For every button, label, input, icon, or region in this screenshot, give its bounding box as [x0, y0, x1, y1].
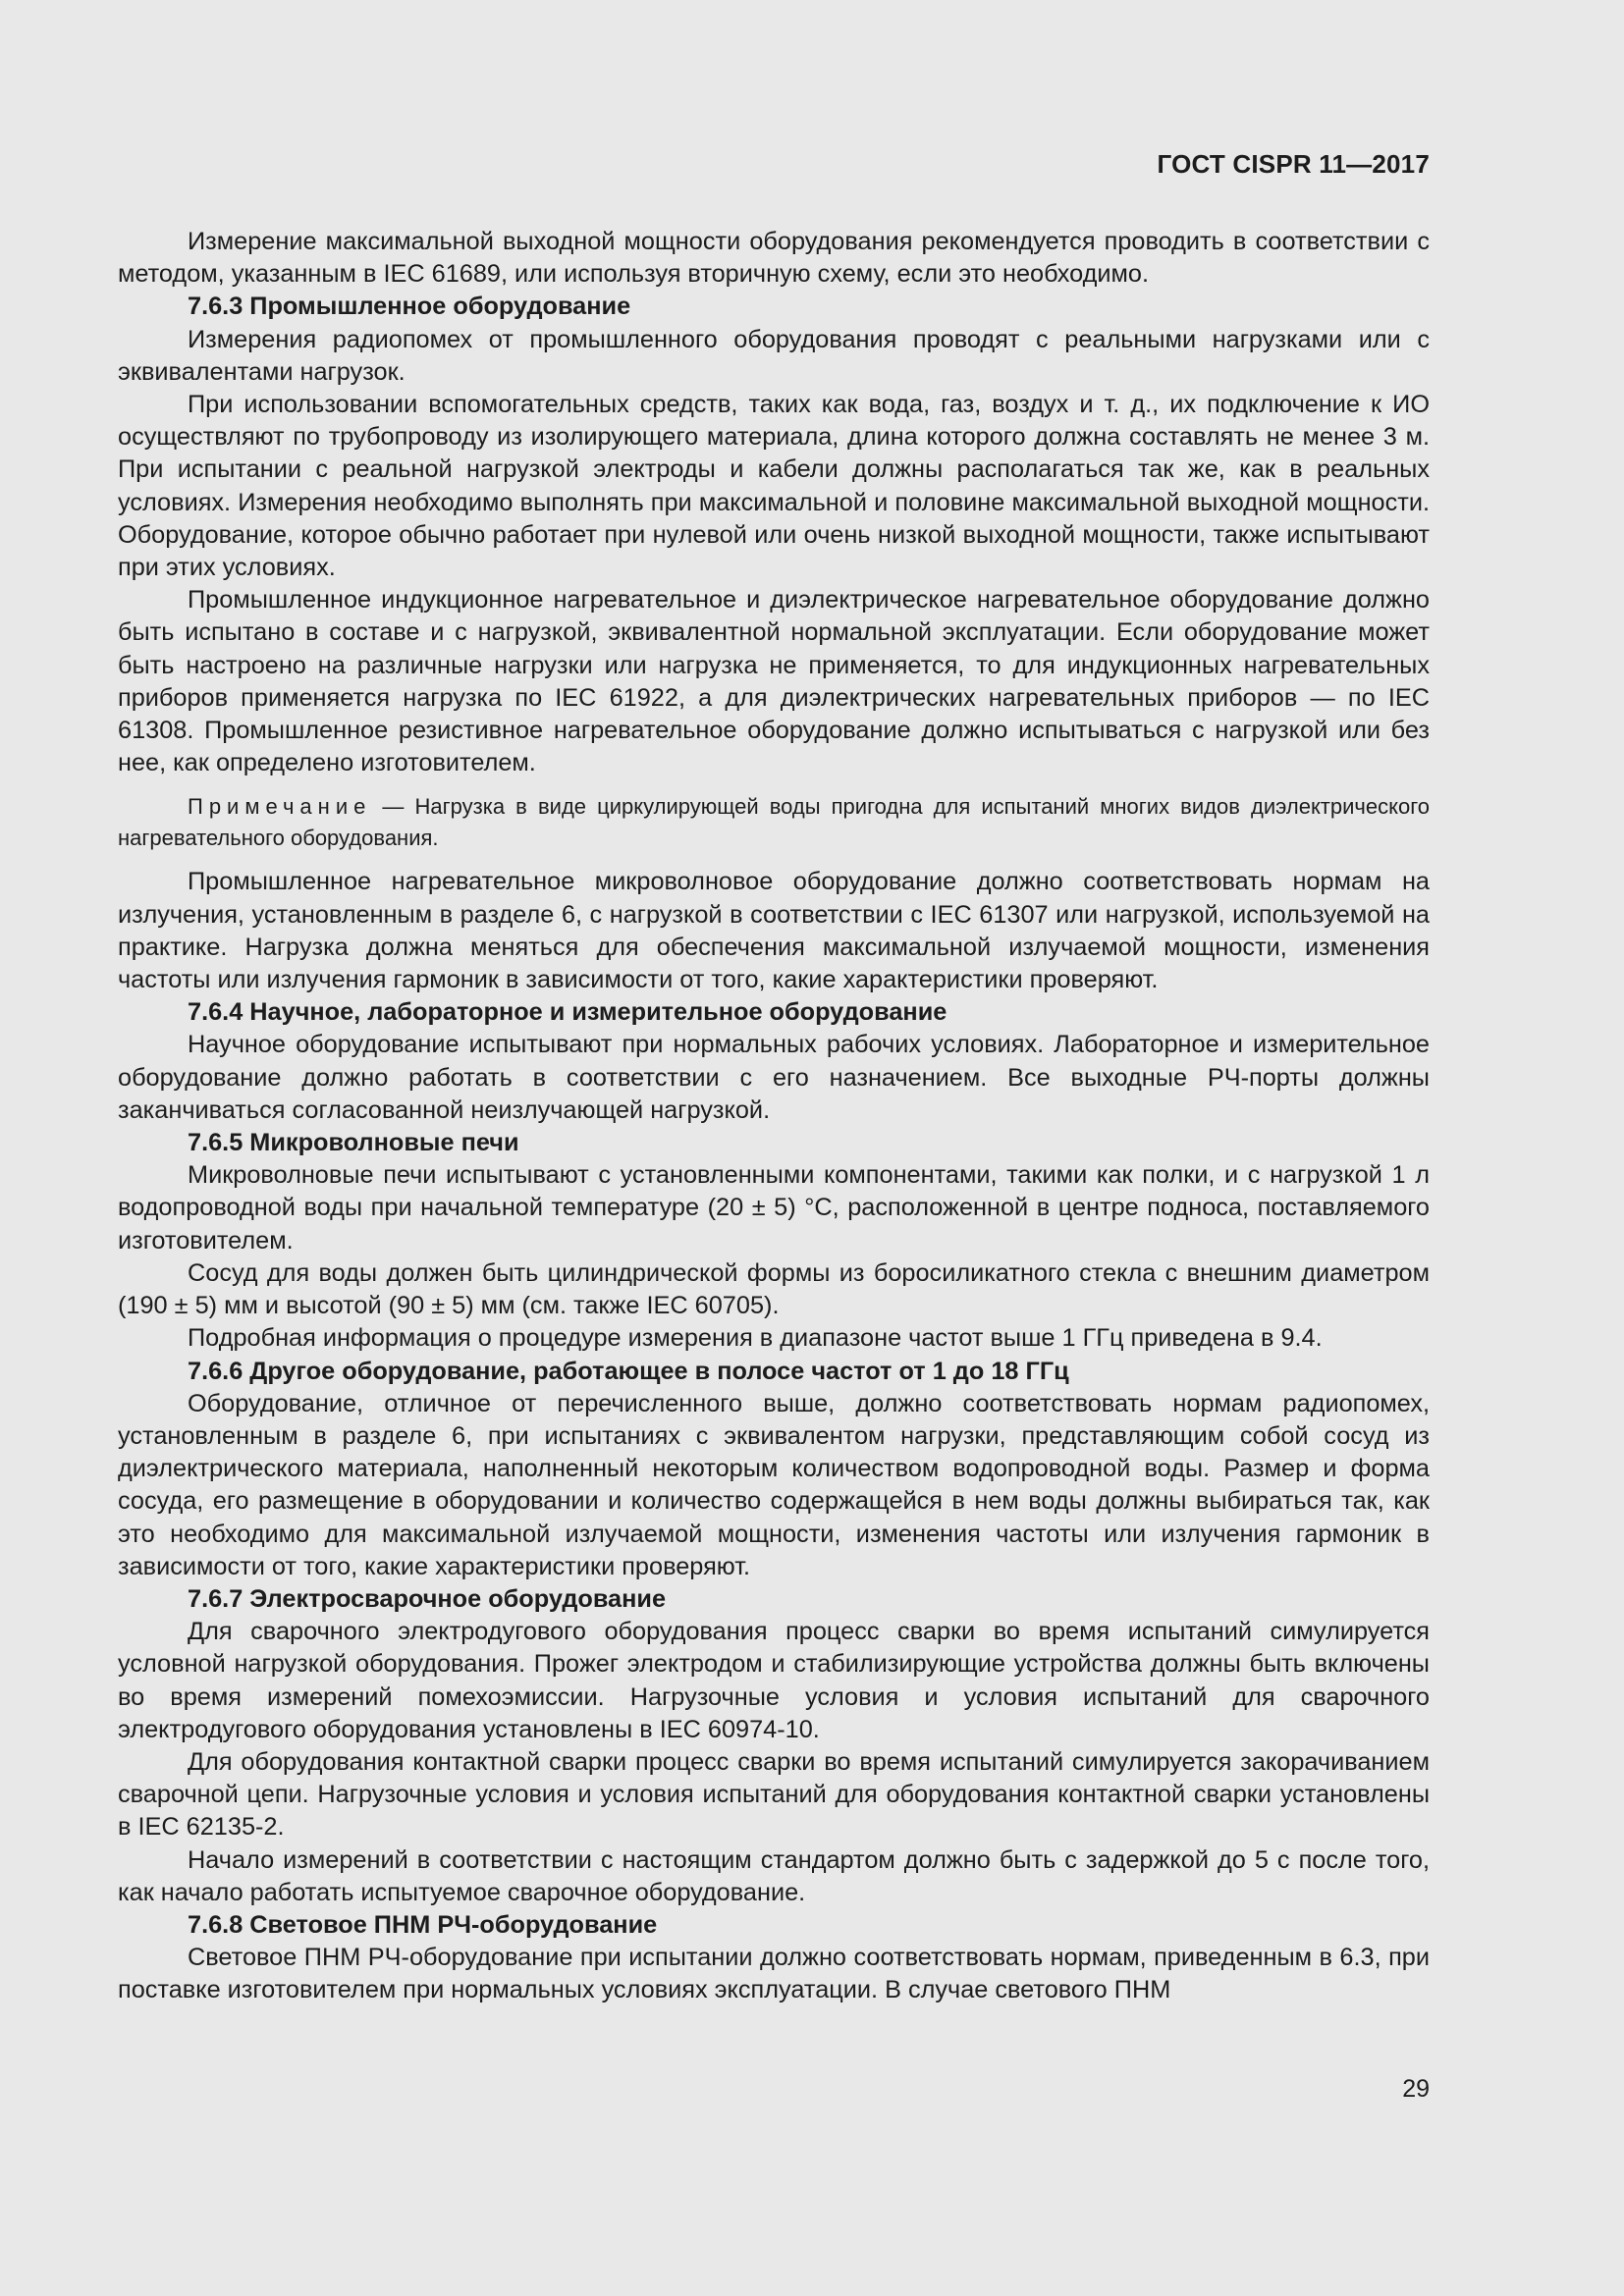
paragraph: Промышленное индукционное нагревательное и диэлектрическое нагревательное оборудование должно быть испытано в составе и с нагрузкой, эквивалентной нормальной эксплуатации. Если оборудование может быть настроено на различные нагрузки или нагрузка не применяется, то для индукционных нагревательных приборов применяется нагрузка по IEC 61922, а для диэлектрических нагревательных приборов — по IEC 61308. Промышленное резистивное нагревательное оборудование должно испытываться с нагрузкой или без нее, как определено изготовителем.	[118, 586, 1430, 777]
paragraph: Научное оборудование испытывают при нормальных рабочих условиях. Лабораторное и измерительное оборудование должно работать в соответствии с его назначением. Все выходные РЧ-порты должны заканчиваться согласованной неизлучающей нагрузкой.	[118, 1031, 1430, 1124]
paragraph: Для сварочного электродугового оборудования процесс сварки во время испытаний симулируется условной нагрузкой оборудования. Прожег электродом и стабилизирующие устройства должны быть включены во время измерений помехоэмиссии. Нагрузочные условия и условия испытаний для сварочного электродугового оборудования установлены в IEC 60974-10.	[118, 1618, 1430, 1743]
section-heading-7-6-8: 7.6.8 Световое ПНМ РЧ-оборудование	[188, 1910, 658, 1939]
page-number: 29	[1402, 2075, 1430, 2103]
document-header: ГОСТ CISPR 11—2017	[1157, 149, 1430, 179]
section-heading-7-6-5: 7.6.5 Микроволновые печи	[188, 1129, 519, 1157]
paragraph: Измерение максимальной выходной мощности оборудования рекомендуется проводить в соответствии с методом, указанным в IEC 61689, или используя вторичную схему, если это необходимо.	[118, 228, 1430, 289]
note-label: Примечание	[188, 794, 372, 820]
paragraph: Промышленное нагревательное микроволновое оборудование должно соответствовать нормам на излучения, установленным в разделе 6, с нагрузкой в соответствии с IEC 61307 или нагрузкой, используемой на практике. Нагрузка должна меняться для обеспечения максимальной излучаемой мощности, изменения частоты или излучения гармоник в зависимости от того, какие характеристики проверяют.	[118, 868, 1430, 994]
section-heading-7-6-3: 7.6.3 Промышленное оборудование	[188, 293, 631, 321]
paragraph: Световое ПНМ РЧ-оборудование при испытании должно соответствовать нормам, приведенным в 6.3, при поставке изготовителем при нормальных условиях эксплуатации. В случае светового ПНМ	[118, 1944, 1430, 2004]
note-text: — Нагрузка в виде циркулирующей воды пригодна для испытаний многих видов диэлектрического нагревательного оборудования.	[118, 794, 1430, 851]
paragraph: Подробная информация о процедуре измерения в диапазоне частот выше 1 ГГц приведена в 9.4.	[188, 1324, 1323, 1353]
paragraph: Измерения радиопомех от промышленного оборудования проводят с реальными нагрузками или с эквивалентами нагрузок.	[118, 325, 1430, 386]
paragraph: При использовании вспомогательных средств, таких как вода, газ, воздух и т. д., их подключение к ИО осуществляют по трубопроводу из изолирующего материала, длина которого должна составлять не менее 3 м. При испытании с реальной нагрузкой электроды и кабели должны располагаться так же, как в реальных условиях. Измерения необходимо выполнять при максимальной и половине максимальной выходной мощности. Оборудование, которое обычно работает при нулевой или очень низкой выходной мощности, также испытывают при этих условиях.	[118, 391, 1430, 582]
note	[118, 791, 1430, 854]
paragraph: Микроволновые печи испытывают с установленными компонентами, такими как полки, и с нагрузкой 1 л водопроводной воды при начальной температуре (20 ± 5) °С, расположенной в центре подноса, поставляемого изготовителем.	[118, 1161, 1430, 1255]
document-body	[118, 226, 1430, 2007]
paragraph: Начало измерений в соответствии с настоящим стандартом должно быть с задержкой до 5 с после того, как начало работать испытуемое сварочное оборудование.	[118, 1845, 1430, 1906]
paragraph: Сосуд для воды должен быть цилиндрической формы из боросиликатного стекла с внешним диаметром (190 ± 5) мм и высотой (90 ± 5) мм (см. также IEC 60705).	[118, 1258, 1430, 1320]
section-heading-7-6-4: 7.6.4 Научное, лабораторное и измерительное оборудование	[188, 998, 947, 1027]
section-heading-7-6-7: 7.6.7 Электросварочное оборудование	[188, 1584, 667, 1613]
paragraph: Оборудование, отличное от перечисленного выше, должно соответствовать нормам радиопомех, установленным в разделе 6, при испытаниях с эквивалентом нагрузки, представляющим собой сосуд из диэлектрического материала, наполненный некоторым количеством водопроводной воды. Размер и форма сосуда, его размещение в оборудовании и количество содержащейся в нем воды должны выбираться так, как это необходимо для максимальной излучаемой мощности, изменения частоты или излучения гармоник в зависимости от того, какие характеристики проверяют.	[118, 1389, 1430, 1580]
paragraph: Для оборудования контактной сварки процесс сварки во время испытаний симулируется закорачиванием сварочной цепи. Нагрузочные условия и условия испытаний для оборудования контактной сварки установлены в IEC 62135-2.	[118, 1747, 1430, 1842]
section-heading-7-6-6: 7.6.6 Другое оборудование, работающее в полосе частот от 1 до 18 ГГц	[188, 1357, 1069, 1385]
